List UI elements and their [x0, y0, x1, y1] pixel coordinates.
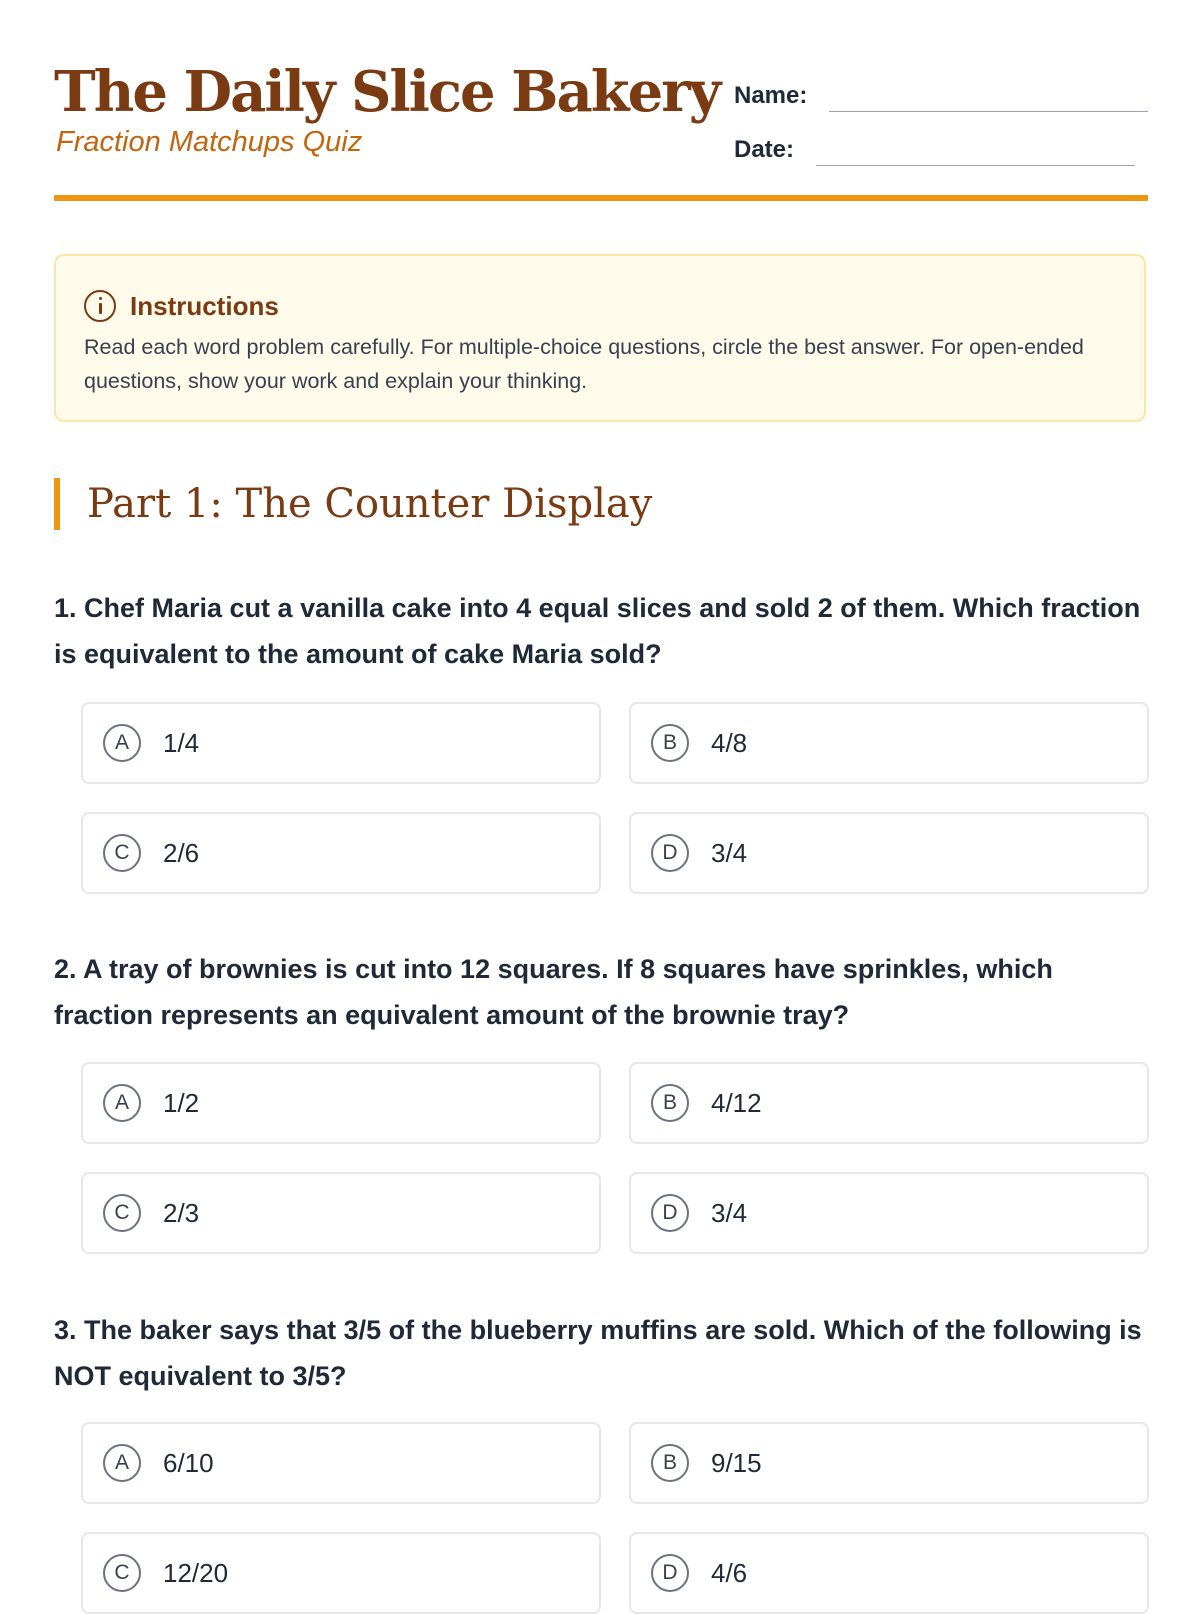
- date-write-line[interactable]: [816, 165, 1135, 166]
- name-write-line[interactable]: [829, 111, 1148, 112]
- option-c[interactable]: [81, 812, 601, 894]
- option-value: 4/12: [711, 1088, 762, 1118]
- header-divider: [54, 195, 1148, 201]
- option-value: 2/6: [163, 838, 200, 868]
- option-letter: B: [651, 724, 689, 762]
- option-value: 1/4: [163, 728, 200, 758]
- option-letter: A: [103, 1084, 141, 1122]
- date-label: Date:: [734, 136, 795, 163]
- option-d[interactable]: [629, 1172, 1149, 1254]
- option-c[interactable]: [81, 1532, 601, 1614]
- option-value: 3/4: [711, 1198, 748, 1228]
- option-a[interactable]: [81, 1422, 601, 1504]
- option-d[interactable]: [629, 1532, 1149, 1614]
- option-letter: C: [103, 834, 141, 872]
- option-c[interactable]: [81, 1172, 601, 1254]
- bakery-title: The Daily Slice Bakery: [54, 59, 720, 125]
- option-letter: A: [103, 724, 141, 762]
- quiz-subtitle: Fraction Matchups Quiz: [56, 126, 363, 158]
- option-value: 4/8: [711, 728, 748, 758]
- question-stem: 3. The baker says that 3/5 of the blueberry muffins are sold. Which of the following is NOT equivalent to 3/5?: [54, 1315, 1142, 1391]
- instructions-text: Read each word problem carefully. For multiple-choice questions, circle the best answer. For open-ended questions, show your work and explain your thinking.: [84, 335, 1084, 393]
- question-stem: 1. Chef Maria cut a vanilla cake into 4 equal slices and sold 2 of them. Which fraction is equivalent to the amount of cake Maria sold?: [54, 593, 1141, 669]
- question-stem: 2. A tray of brownies is cut into 12 squares. If 8 squares have sprinkles, which fraction represents an equivalent amount of the brownie tray?: [54, 954, 1053, 1030]
- option-letter: D: [651, 1194, 689, 1232]
- option-a[interactable]: [81, 702, 601, 784]
- option-value: 1/2: [163, 1088, 200, 1118]
- instructions-box: [54, 254, 1146, 422]
- option-letter: C: [103, 1194, 141, 1232]
- option-value: 12/20: [163, 1558, 229, 1588]
- option-letter: B: [651, 1444, 689, 1482]
- option-value: 6/10: [163, 1448, 214, 1478]
- option-value: 3/4: [711, 838, 748, 868]
- option-d[interactable]: [629, 812, 1149, 894]
- name-label: Name:: [734, 82, 808, 109]
- option-b[interactable]: [629, 1062, 1149, 1144]
- option-a[interactable]: [81, 1062, 601, 1144]
- option-value: 9/15: [711, 1448, 762, 1478]
- info-icon: [84, 290, 116, 322]
- option-letter: B: [651, 1084, 689, 1122]
- option-letter: D: [651, 1554, 689, 1592]
- page-header: [54, 52, 1148, 197]
- option-letter: C: [103, 1554, 141, 1592]
- option-value: 4/6: [711, 1558, 748, 1588]
- section-title: Part 1: The Counter Display: [54, 478, 652, 530]
- instructions-title: Instructions: [130, 291, 279, 321]
- option-b[interactable]: [629, 702, 1149, 784]
- option-letter: A: [103, 1444, 141, 1482]
- option-b[interactable]: [629, 1422, 1149, 1504]
- option-letter: D: [651, 834, 689, 872]
- option-value: 2/3: [163, 1198, 200, 1228]
